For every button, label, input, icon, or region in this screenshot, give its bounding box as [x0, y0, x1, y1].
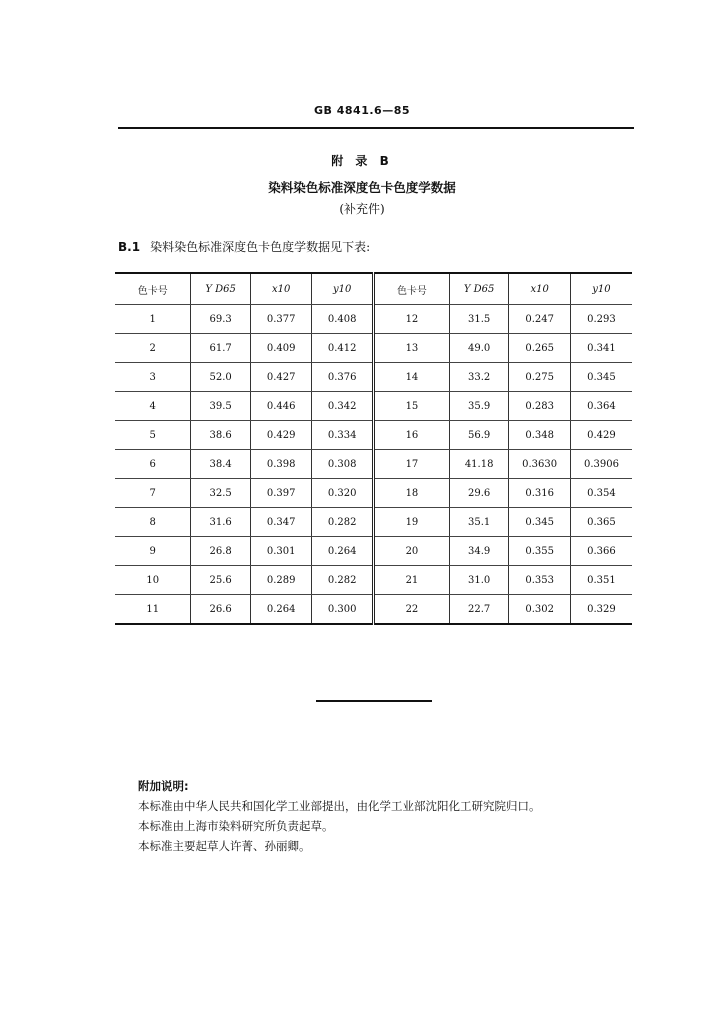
- column-header: 色卡号: [115, 273, 191, 305]
- table-cell: 0.345: [570, 363, 632, 392]
- table-row: [115, 450, 632, 479]
- table-cell: 0.376: [312, 363, 374, 392]
- column-header: Y D65: [191, 273, 250, 305]
- notes-line: 本标准由中华人民共和国化学工业部提出，由化学工业部沈阳化工研究院归口。: [138, 799, 541, 813]
- table-cell: 0.351: [570, 566, 632, 595]
- table-cell: 0.301: [250, 537, 312, 566]
- table-cell: 34.9: [449, 537, 508, 566]
- table-cell: 31.0: [449, 566, 508, 595]
- table-cell: 0.247: [509, 305, 571, 334]
- standard-code: GB 4841.6—85: [314, 104, 410, 117]
- table-cell: 0.377: [250, 305, 312, 334]
- table-cell: 61.7: [191, 334, 250, 363]
- table-cell: 0.429: [250, 421, 312, 450]
- table-cell: 13: [373, 334, 449, 363]
- table-cell: 32.5: [191, 479, 250, 508]
- table-cell: 0.353: [509, 566, 571, 595]
- table-cell: 11: [115, 595, 191, 625]
- table-cell: 0.354: [570, 479, 632, 508]
- table-row: [115, 305, 632, 334]
- table-cell: 29.6: [449, 479, 508, 508]
- table-cell: 31.6: [191, 508, 250, 537]
- table-cell: 0.366: [570, 537, 632, 566]
- table-cell: 0.320: [312, 479, 374, 508]
- table-cell: 0.398: [250, 450, 312, 479]
- colorimetric-data-table: [115, 272, 632, 625]
- table-row: [115, 421, 632, 450]
- table-cell: 0.355: [509, 537, 571, 566]
- column-header: Y D65: [449, 273, 508, 305]
- table-cell: 14: [373, 363, 449, 392]
- table-cell: 5: [115, 421, 191, 450]
- table-cell: 0.300: [312, 595, 374, 625]
- table-cell: 0.347: [250, 508, 312, 537]
- table-cell: 35.9: [449, 392, 508, 421]
- section-heading: [118, 238, 370, 255]
- table-cell: 69.3: [191, 305, 250, 334]
- table-cell: 0.334: [312, 421, 374, 450]
- table-cell: 17: [373, 450, 449, 479]
- table-cell: 15: [373, 392, 449, 421]
- notes-heading: 附加说明:: [138, 779, 189, 793]
- table-cell: 22.7: [449, 595, 508, 625]
- table-header-row: [115, 273, 632, 305]
- table-cell: 41.18: [449, 450, 508, 479]
- table-cell: 21: [373, 566, 449, 595]
- table-cell: 0.264: [312, 537, 374, 566]
- table-cell: 0.408: [312, 305, 374, 334]
- table-row: [115, 595, 632, 625]
- table-cell: 0.365: [570, 508, 632, 537]
- notes-line: 本标准主要起草人许菁、孙丽卿。: [138, 839, 311, 853]
- table-cell: 0.446: [250, 392, 312, 421]
- table-cell: 0.412: [312, 334, 374, 363]
- table-cell: 10: [115, 566, 191, 595]
- table-row: [115, 392, 632, 421]
- appendix-subtitle: 染料染色标准深度色卡色度学数据: [268, 180, 456, 195]
- table-cell: 19: [373, 508, 449, 537]
- table-cell: 0.289: [250, 566, 312, 595]
- table-cell: 0.3906: [570, 450, 632, 479]
- table-cell: 20: [373, 537, 449, 566]
- table-cell: 0.329: [570, 595, 632, 625]
- table-row: [115, 537, 632, 566]
- table-cell: 9: [115, 537, 191, 566]
- table-cell: 0.409: [250, 334, 312, 363]
- table-cell: 0.429: [570, 421, 632, 450]
- table-cell: 8: [115, 508, 191, 537]
- section-number: B.1: [118, 240, 141, 254]
- additional-notes: [138, 776, 541, 856]
- table-cell: 0.308: [312, 450, 374, 479]
- table-cell: 0.427: [250, 363, 312, 392]
- table-cell: 0.275: [509, 363, 571, 392]
- column-header: x10: [250, 273, 312, 305]
- column-header: y10: [570, 273, 632, 305]
- table-cell: 16: [373, 421, 449, 450]
- table-cell: 0.265: [509, 334, 571, 363]
- table-cell: 0.348: [509, 421, 571, 450]
- notes-line: 本标准由上海市染料研究所负责起草。: [138, 819, 334, 833]
- table-cell: 0.342: [312, 392, 374, 421]
- table-cell: 0.264: [250, 595, 312, 625]
- table-cell: 0.364: [570, 392, 632, 421]
- table-cell: 35.1: [449, 508, 508, 537]
- table-cell: 38.4: [191, 450, 250, 479]
- table-cell: 0.283: [509, 392, 571, 421]
- table-row: [115, 334, 632, 363]
- table-row: [115, 508, 632, 537]
- column-header: y10: [312, 273, 374, 305]
- table-cell: 0.282: [312, 566, 374, 595]
- table-cell: 7: [115, 479, 191, 508]
- table-cell: 0.282: [312, 508, 374, 537]
- table-cell: 33.2: [449, 363, 508, 392]
- table-cell: 0.293: [570, 305, 632, 334]
- table-cell: 0.397: [250, 479, 312, 508]
- table-cell: 0.316: [509, 479, 571, 508]
- table-cell: 22: [373, 595, 449, 625]
- table-cell: 0.345: [509, 508, 571, 537]
- appendix-title: 附 录 B: [331, 154, 393, 168]
- table-cell: 18: [373, 479, 449, 508]
- table-cell: 38.6: [191, 421, 250, 450]
- table-row: [115, 363, 632, 392]
- table-cell: 56.9: [449, 421, 508, 450]
- column-header: x10: [509, 273, 571, 305]
- table-cell: 3: [115, 363, 191, 392]
- table-row: [115, 479, 632, 508]
- section-text: 染料染色标准深度色卡色度学数据见下表:: [150, 240, 371, 254]
- header-rule: [118, 127, 634, 129]
- column-header: 色卡号: [373, 273, 449, 305]
- table-cell: 52.0: [191, 363, 250, 392]
- table-cell: 1: [115, 305, 191, 334]
- table-cell: 0.341: [570, 334, 632, 363]
- table-cell: 0.302: [509, 595, 571, 625]
- table-cell: 25.6: [191, 566, 250, 595]
- table-cell: 4: [115, 392, 191, 421]
- end-rule: [316, 700, 432, 702]
- table-row: [115, 566, 632, 595]
- table-cell: 31.5: [449, 305, 508, 334]
- table-cell: 6: [115, 450, 191, 479]
- table-cell: 26.6: [191, 595, 250, 625]
- table-cell: 39.5: [191, 392, 250, 421]
- appendix-note: (补充件): [339, 202, 385, 216]
- table-cell: 26.8: [191, 537, 250, 566]
- table-cell: 12: [373, 305, 449, 334]
- table-cell: 2: [115, 334, 191, 363]
- table-cell: 0.3630: [509, 450, 571, 479]
- table-cell: 49.0: [449, 334, 508, 363]
